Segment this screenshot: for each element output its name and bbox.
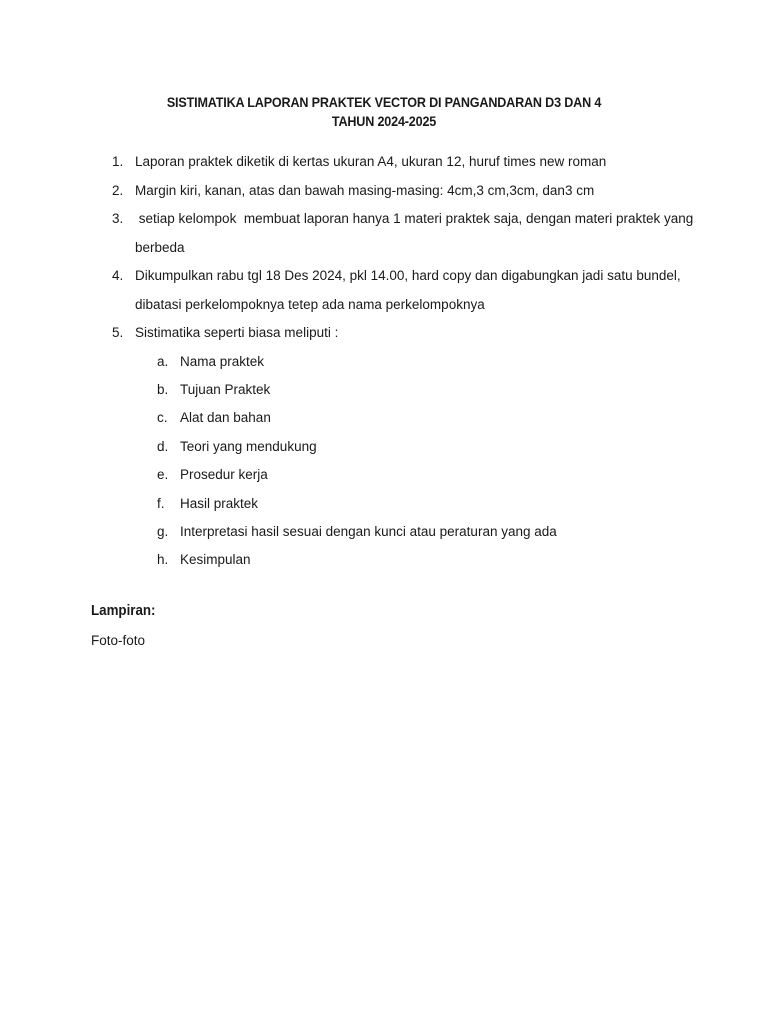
list-number: 1. — [112, 154, 124, 169]
sublist-item — [135, 546, 708, 574]
sublist-item — [135, 518, 708, 546]
sublist-item — [135, 376, 708, 404]
lettered-sublist — [135, 348, 708, 575]
list-number: 5. — [112, 325, 124, 340]
list-item — [108, 148, 708, 177]
sublist-letter: b. — [157, 381, 169, 397]
sublist-item — [135, 490, 708, 518]
sublist-letter: d. — [157, 438, 169, 454]
list-number: 2. — [112, 182, 124, 198]
sublist-item-text: Tujuan Praktek — [180, 381, 271, 397]
title-line-2: TAHUN 2024-2025 — [331, 113, 437, 129]
list-item-text: Margin kiri, kanan, atas dan bawah masing-masing: 4cm,3 cm,3cm, dan3 cm — [135, 182, 595, 198]
sublist-letter: f. — [157, 495, 165, 511]
sublist-letter: h. — [157, 552, 169, 568]
list-item-text: setiap kelompok membuat laporan hanya 1 materi praktek saja, dengan materi praktek yang berbeda — [135, 211, 698, 255]
document-title — [0, 93, 768, 131]
title-line-1: SISTIMATIKA LAPORAN PRAKTEK VECTOR DI PANGANDARAN D3 DAN 4 — [166, 94, 602, 110]
sublist-letter: c. — [157, 410, 168, 426]
list-number: 4. — [112, 268, 124, 283]
sublist-letter: e. — [157, 467, 169, 483]
sublist-item — [135, 404, 708, 432]
list-item — [108, 319, 708, 575]
list-item — [108, 177, 708, 206]
sublist-item-text: Prosedur kerja — [180, 467, 268, 483]
sublist-item-text: Alat dan bahan — [180, 410, 271, 426]
sublist-item-text: Nama praktek — [180, 353, 265, 369]
attachment-text: Foto-foto — [91, 633, 146, 648]
sublist-item — [135, 461, 708, 489]
sublist-item-text: Hasil praktek — [180, 495, 259, 511]
attachment-heading: Lampiran: — [91, 603, 156, 619]
list-item-text: Dikumpulkan rabu tgl 18 Des 2024, pkl 14.00, hard copy dan digabungkan jadi satu bundel, dibatasi perkelompoknya tetep ada nama perkelompoknya — [135, 268, 681, 312]
list-item — [108, 262, 683, 319]
sublist-item-text: Kesimpulan — [180, 552, 251, 568]
list-number: 3. — [112, 211, 124, 226]
sublist-item — [135, 348, 708, 376]
sublist-item — [135, 433, 708, 461]
sublist-item-text: Interpretasi hasil sesuai dengan kunci atau peraturan yang ada — [180, 523, 557, 539]
sublist-letter: g. — [157, 523, 169, 539]
sublist-item-text: Teori yang mendukung — [180, 438, 317, 454]
list-item-text: Laporan praktek diketik di kertas ukuran A4, ukuran 12, huruf times new roman — [135, 154, 607, 169]
sublist-letter: a. — [157, 353, 169, 369]
list-item-text: Sistimatika seperti biasa meliputi : — [135, 325, 339, 340]
numbered-list — [108, 148, 708, 575]
list-item — [108, 205, 706, 262]
